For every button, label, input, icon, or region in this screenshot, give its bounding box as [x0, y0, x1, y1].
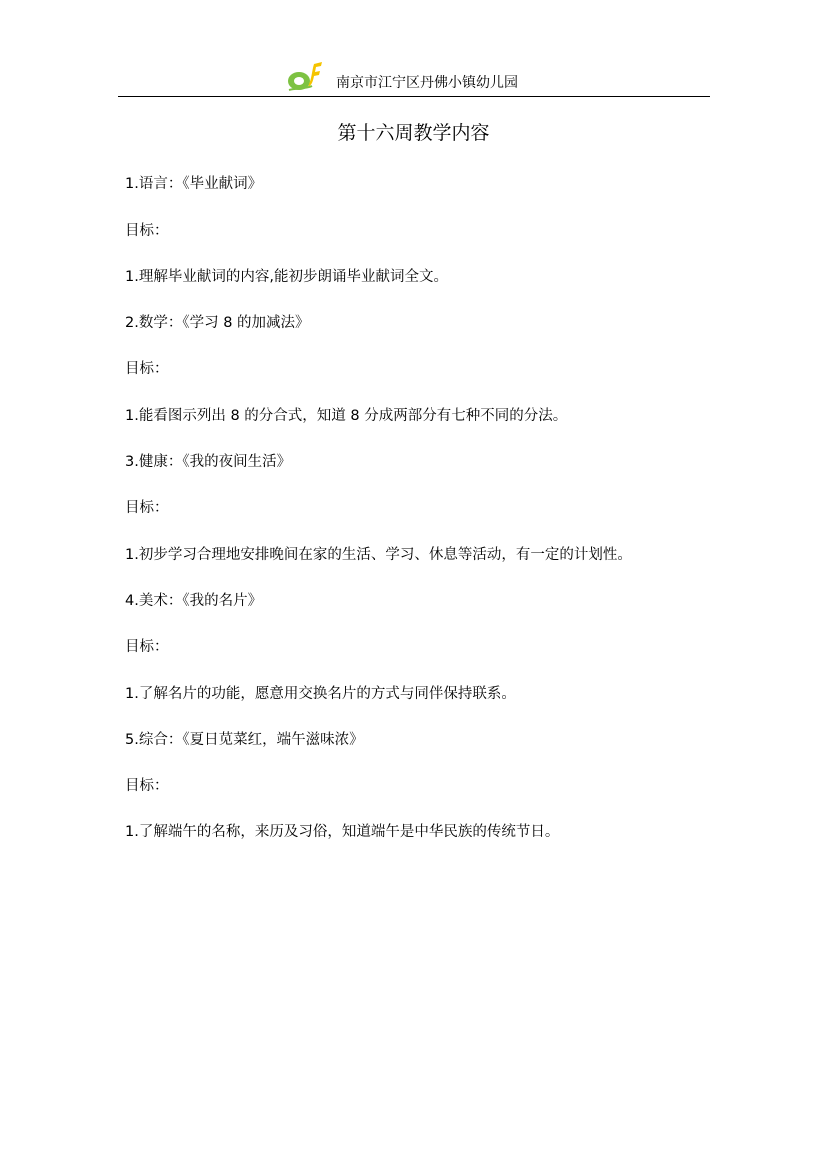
item-4-goal: 1.了解名片的功能，愿意用交换名片的方式与同伴保持联系。 — [125, 686, 516, 702]
item-4-heading: 4.美术：《我的名片》 — [125, 593, 263, 609]
item-5-goal: 1.了解端午的名称，来历及习俗，知道端午是中华民族的传统节日。 — [125, 824, 560, 840]
document-title: 第十六周教学内容 — [337, 122, 490, 144]
item-3-heading: 3.健康：《我的夜间生活》 — [125, 454, 292, 470]
item-2-heading: 2.数学：《学习 8 的加减法》 — [125, 315, 310, 331]
item-1-goal-label: 目标： — [125, 223, 169, 239]
item-3-goal: 1.初步学习合理地安排晚间在家的生活、学习、休息等活动，有一定的计划性。 — [125, 547, 632, 563]
item-3-goal-label: 目标： — [125, 500, 169, 516]
item-2-goal-label: 目标： — [125, 361, 169, 377]
item-1-goal: 1.理解毕业献词的内容,能初步朗诵毕业献词全文。 — [125, 269, 448, 285]
item-1-heading: 1.语言：《毕业献词》 — [125, 176, 263, 192]
item-5-heading: 5.综合：《夏日苋菜红，端午滋味浓》 — [125, 732, 364, 748]
school-name: 南京市江宁区丹佛小镇幼儿园 — [336, 75, 518, 91]
item-2-goal: 1.能看图示列出 8 的分合式，知道 8 分成两部分有七种不同的分法。 — [125, 408, 568, 424]
kindergarten-logo — [286, 60, 326, 92]
page-header — [118, 60, 710, 97]
item-4-goal-label: 目标： — [125, 639, 169, 655]
item-5-goal-label: 目标： — [125, 778, 169, 794]
